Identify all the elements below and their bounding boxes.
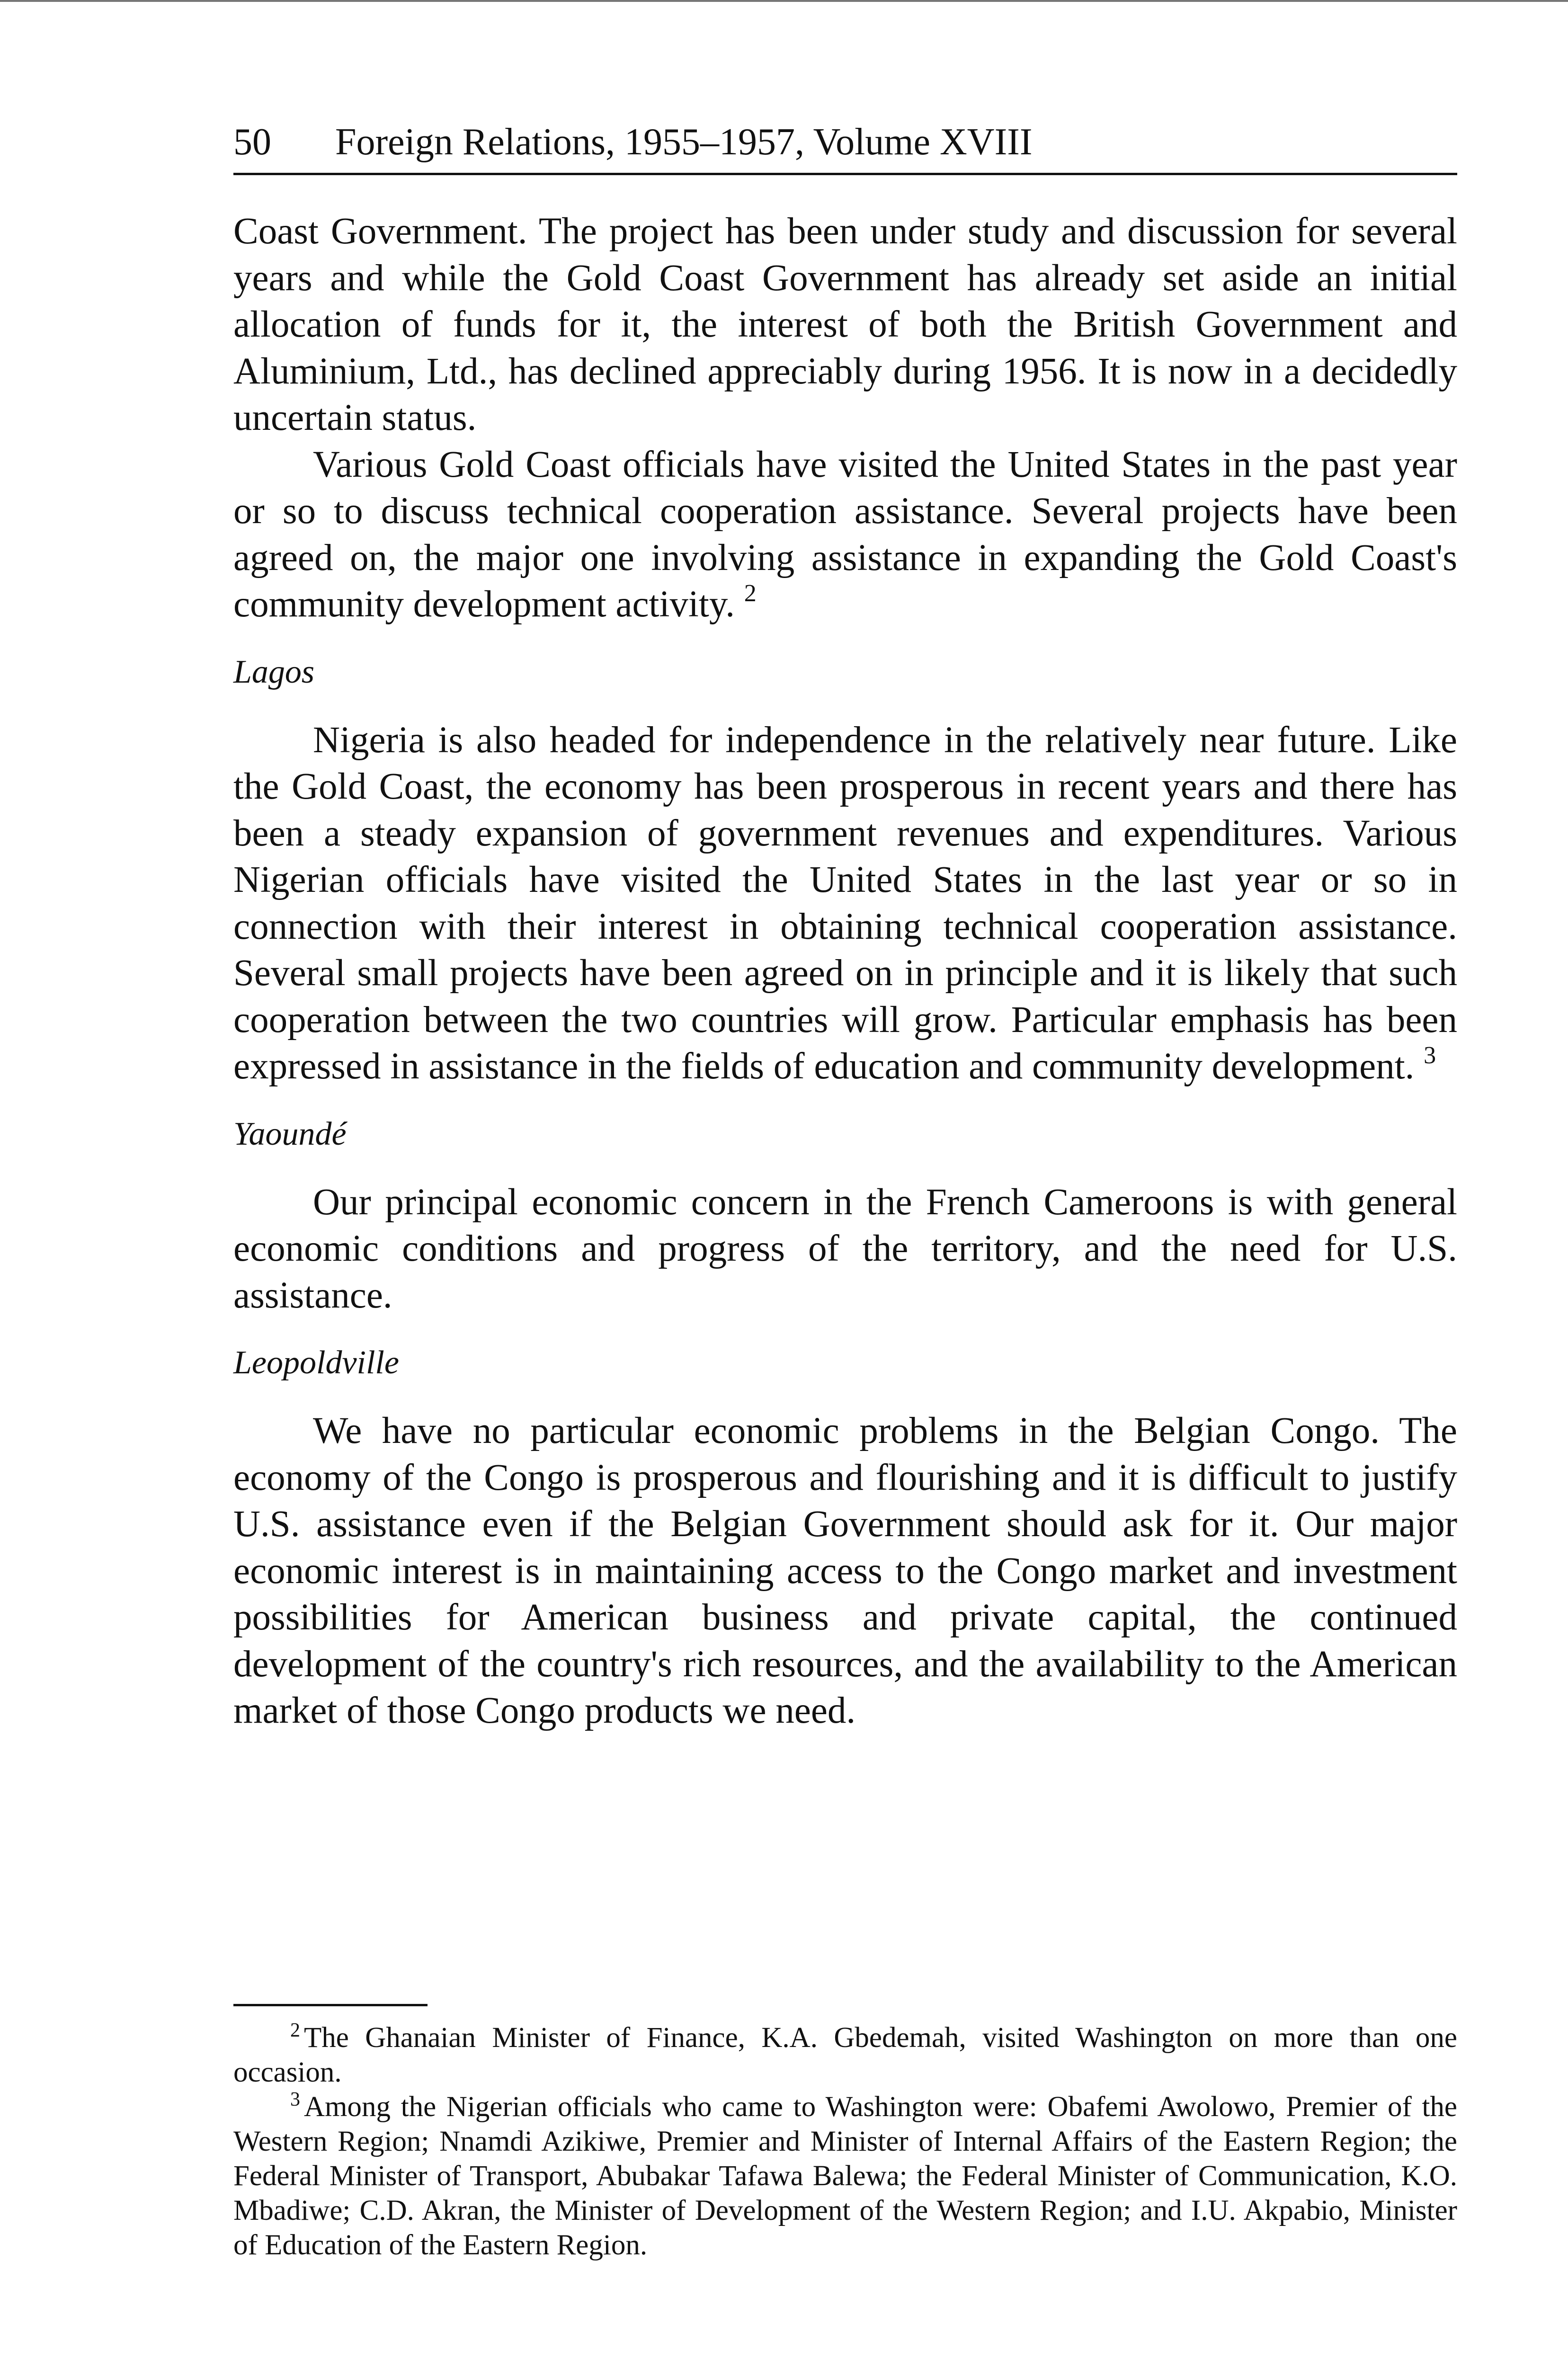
section-heading-yaounde: Yaoundé <box>233 1115 347 1152</box>
footnote-divider <box>233 2004 428 2006</box>
footnote-text: The Ghanaian Minister of Finance, K.A. Gbedemah, visited Washington on more than one occasion. <box>233 2022 1457 2088</box>
paragraph-lagos <box>233 717 1457 1090</box>
footnote-marker: 3 <box>290 2089 300 2110</box>
footnote-3 <box>233 2090 1457 2262</box>
running-head <box>233 121 1457 175</box>
section-heading-leopoldville: Leopoldville <box>233 1344 399 1381</box>
paragraph-leopoldville: We have no particular economic problems in the Belgian Congo. The economy of the Congo is prosperous and flourishing and it is difficult to justify U.S. assistance even if the Belgian Government should ask for it. Our major economic interest is in maintaining access to the Congo market and investment possibilities for American business and private capital, the continued development of the country's rich resources, and the availability to the American market of those Congo products we need. <box>233 1410 1457 1731</box>
section-heading-lagos: Lagos <box>233 653 315 690</box>
scan-top-edge <box>0 0 1568 2</box>
page-number: 50 <box>233 121 271 163</box>
paragraph-text: Various Gold Coast officials have visited the United States in the past year or so to discuss technical cooperation assistance. Several projects have been agreed on, the major one involving assistance in expanding the Gold Coast's community development activity. <box>233 444 1457 625</box>
paragraph-text: Nigeria is also headed for independence in the relatively near future. Like the Gold Coast, the economy has been prosperous in recent years and there has been a steady expansion of government revenues and expenditures. Various Nigerian officials have visited the United States in the last year or so in connection with their interest in obtaining technical cooperation assistance. Several small projects have been agreed on in principle and it is likely that such cooperation between the two countries will grow. Particular emphasis has been expressed in assistance in the fields of education and community development. <box>233 719 1457 1087</box>
body-text <box>233 208 1457 1735</box>
book-title: Foreign Relations, 1955–1957, Volume XVIII <box>335 121 1033 163</box>
paragraph-yaounde: Our principal economic concern in the French Cameroons is with general economic conditions and progress of the territory, and the need for U.S. assistance. <box>233 1181 1457 1316</box>
paragraph-gold-coast-continued: Coast Government. The project has been under study and discussion for several years and while the Gold Coast Government has already set aside an initial allocation of funds for it, the interest of both the British Government and Aluminium, Ltd., has declined appreciably during 1956. It is now in a decidedly uncertain status. <box>233 211 1457 438</box>
footnotes <box>233 2020 1457 2262</box>
footnote-ref-3: 3 <box>1424 1042 1436 1069</box>
footnote-marker: 2 <box>290 2020 300 2041</box>
paragraph-gold-coast-officials <box>233 442 1457 628</box>
footnote-2 <box>233 2020 1457 2090</box>
footnote-ref-2: 2 <box>744 580 757 607</box>
footnote-text: Among the Nigerian officials who came to Washington were: Obafemi Awolowo, Premier of the Western Region; Nnamdi Azikiwe, Premier and Minister of Internal Affairs of the Eastern Region; the Federal Minister of Transport, Abubakar Tafawa Balewa; the Federal Minister of Communication, K.O. Mbadiwe; C.D. Akran, the Minister of Development of the Western Region; and I.U. Akpabio, Minister of Education of the Eastern Region. <box>233 2091 1457 2261</box>
